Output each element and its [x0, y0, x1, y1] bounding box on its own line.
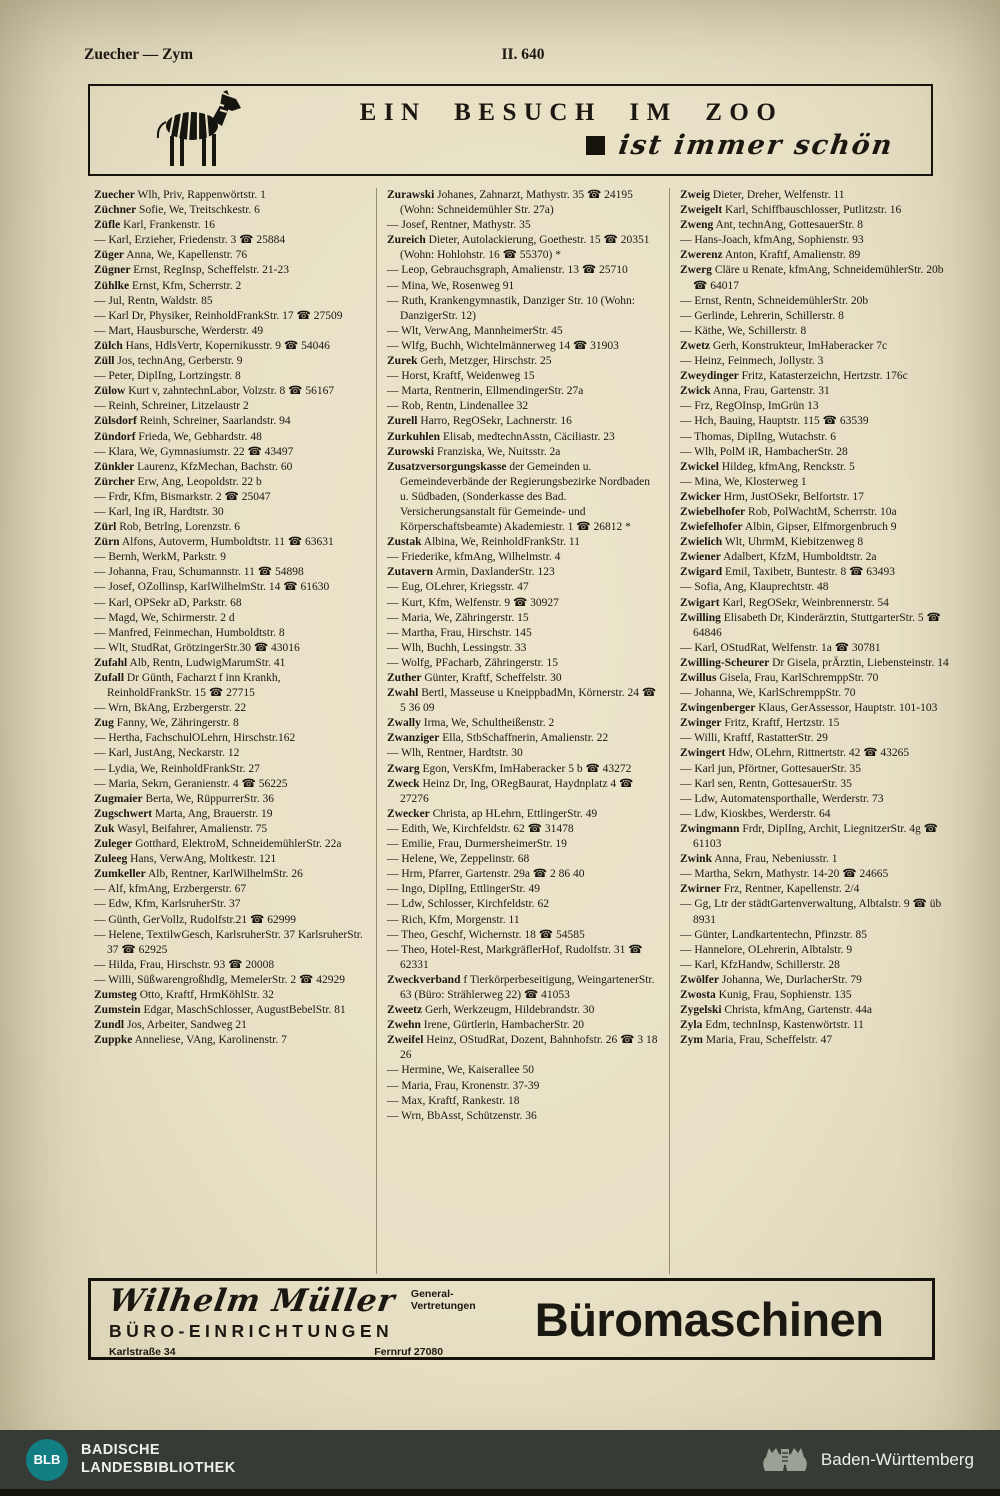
directory-entry: — Peter, DiplIng, Lortzingstr. 8: [94, 370, 241, 383]
directory-entry: — Rob, Rentn, Lindenallee 32: [387, 400, 529, 413]
directory-entry: — Helene, We, Zeppelinstr. 68: [387, 853, 530, 866]
bottom-ad-address: Karlstraße 34: [109, 1346, 176, 1358]
directory-entry: — Hans-Joach, kfmAng, Sophienstr. 93: [680, 234, 864, 247]
directory-entry: — Horst, Kraftf, Weidenweg 15: [387, 370, 535, 383]
entry-surname: Zwinger: [680, 717, 722, 730]
entry-surname: Zwally: [387, 717, 421, 730]
directory-entry: Zugmaier Berta, We, RüppurrerStr. 36: [94, 792, 274, 805]
directory-entry: — Martha, Sekrn, Mathystr. 14-20 ☎ 24665: [680, 868, 889, 881]
directory-entry: Zwerg Cläre u Renate, kfmAng, SchneidemühlerStr. 20b ☎ 64017: [680, 264, 944, 292]
directory-entry: Züger Anna, We, Kapellenstr. 76: [94, 249, 248, 262]
entry-surname: Zweig: [680, 189, 711, 201]
directory-entry: — Ldw, Kioskbes, Werderstr. 64: [680, 807, 831, 820]
entry-surname: Zügner: [94, 264, 131, 277]
directory-entry: Zwerenz Anton, Kraftf, Amalienstr. 89: [680, 249, 861, 262]
entry-surname: Zwecker: [387, 807, 430, 820]
entry-surname: Zwingmann: [680, 822, 740, 835]
directory-entry: Zundl Jos, Arbeiter, Sandweg 21: [94, 1019, 247, 1032]
entry-surname: Zwirner: [680, 883, 721, 896]
entry-surname: Zug: [94, 717, 114, 730]
entry-surname: Zweetz: [387, 1004, 423, 1017]
directory-entry: — Johanna, Frau, Schumannstr. 11 ☎ 54898: [94, 566, 304, 579]
entry-surname: Zwingenberger: [680, 702, 756, 715]
directory-entry: — Maria, We, Zähringerstr. 15: [387, 611, 529, 624]
directory-entry: — Ruth, Krankengymnastik, Danziger Str. 10 (Wohn: DanzigerStr. 12): [387, 294, 635, 322]
directory-entry: Zwinger Fritz, Kraftf, Hertzstr. 15: [680, 717, 840, 730]
entry-surname: Zym: [680, 1034, 703, 1047]
entry-surname: Zülch: [94, 339, 123, 352]
entry-surname: Zülow: [94, 385, 126, 398]
bottom-ad-company: Wilhelm Müller: [106, 1283, 398, 1319]
directory-entry: Zwölfer Johanna, We, DurlacherStr. 79: [680, 973, 862, 986]
directory-entry: — Martha, Frau, Hirschstr. 145: [387, 626, 532, 639]
entry-surname: Zurawski: [387, 189, 435, 201]
entry-surname: Zürcher: [94, 475, 135, 488]
entry-surname: Zuleeg: [94, 853, 128, 866]
directory-entry: — Heinz, Feinmech, Jollystr. 3: [680, 355, 824, 368]
entry-surname: Zwicker: [680, 490, 721, 503]
directory-entry: Zweydinger Fritz, Katasterzeichn, Hertzstr. 176c: [680, 370, 908, 383]
entry-surname: Zutavern: [387, 566, 433, 579]
baden-wuerttemberg-coat-of-arms-icon: [759, 1437, 811, 1482]
directory-entry: — Rich, Kfm, Morgenstr. 11: [387, 913, 520, 926]
entry-surname: Zurkuhlen: [387, 430, 441, 443]
directory-entry: Zwilling-Scheurer Dr Gisela, prÄrztin, Liebensteinstr. 14: [680, 656, 949, 669]
entry-surname: Zwielich: [680, 536, 723, 549]
directory-entry: — Max, Kraftf, Rankestr. 18: [387, 1094, 520, 1107]
directory-entry: — Wrn, BbAsst, Schützenstr. 36: [387, 1109, 537, 1122]
column-3: [669, 188, 962, 1274]
zoo-ad-slogan: ist immer schön: [616, 130, 896, 161]
directory-entry: — Kurt, Kfm, Welfenstr. 9 ☎ 30927: [387, 596, 559, 609]
bottom-ad-subtitle-line1: General-: [410, 1288, 454, 1300]
entry-surname: Zurell: [387, 415, 418, 428]
directory-entry: Zusatzversorgungskasse der Gemeinden u. Gemeindeverbände der Regierungsbezirke Nordbaden u. Südbaden, (Sonderkasse des Bad. Versicherungsanstalt für Gemeinde- und Körperschaftsbeamte) Akademiestr. 1 ☎ 26812 *: [387, 460, 651, 534]
directory-entry: — Mina, We, Rosenweg 91: [387, 279, 515, 292]
directory-entry: Zündorf Frieda, We, Gebhardstr. 48: [94, 430, 262, 443]
directory-columns: [84, 188, 962, 1274]
directory-entry: Zumsteg Otto, Kraftf, HrmKöhlStr. 32: [94, 988, 274, 1001]
bottom-ad-subtitle-line2: Vertretungen: [410, 1300, 476, 1313]
entry-surname: Zusatzversorgungskasse: [387, 460, 507, 473]
directory-entry: Zygelski Christa, kfmAng, Gartenstr. 44a: [680, 1004, 872, 1017]
directory-entry: — Theo, Hotel-Rest, MarkgräflerHof, Rudolfstr. 31 ☎ 62331: [387, 943, 643, 971]
directory-entry: Zurell Harro, RegOSekr, Lachnerstr. 16: [387, 415, 572, 428]
directory-entry: Zühlke Ernst, Kfm, Scherrstr. 2: [94, 279, 242, 292]
directory-entry: — Josef, OZollinsp, KarlWilhelmStr. 14 ☎ 61630: [94, 581, 330, 594]
directory-entry: — Wlt, StudRat, GrötzingerStr.30 ☎ 43016: [94, 641, 300, 654]
directory-entry: — Günter, Landkartentechn, Pfinzstr. 85: [680, 928, 868, 941]
directory-entry: — Ldw, Automatensporthalle, Werderstr. 73: [680, 792, 884, 805]
directory-entry: — Johanna, We, KarlSchremppStr. 70: [680, 687, 856, 700]
directory-entry: — Hilda, Frau, Hirschstr. 93 ☎ 20008: [94, 958, 275, 971]
directory-entry: Zwosta Kunig, Frau, Sophienstr. 135: [680, 988, 852, 1001]
entry-surname: Zyla: [680, 1019, 703, 1032]
entry-surname: Zwillus: [680, 672, 717, 684]
library-name: [81, 1442, 236, 1477]
directory-entry: — Wlt, VerwAng, MannheimerStr. 45: [387, 324, 563, 337]
directory-entry: Zwick Anna, Frau, Gartenstr. 31: [680, 385, 830, 398]
directory-entry: Zyla Edm, technInsp, Kastenwörtstr. 11: [680, 1019, 864, 1032]
directory-entry: — Sofia, Ang, Klauprechtstr. 48: [680, 581, 829, 594]
directory-entry: Zwecker Christa, ap HLehrn, EttlingerStr. 49: [387, 807, 598, 820]
page-header: [84, 46, 962, 64]
directory-entry: — Reinh, Schreiner, Litzelaustr 2: [94, 400, 249, 413]
directory-entry: Zuther Günter, Kraftf, Scheffelstr. 30: [387, 672, 562, 684]
directory-entry: Zweig Dieter, Dreher, Welfenstr. 11: [680, 189, 845, 201]
entry-surname: Zwiebelhofer: [680, 505, 746, 518]
header-name-range: Zuecher — Zym: [84, 46, 194, 63]
entry-surname: Zweigelt: [680, 204, 723, 217]
directory-entry: Zünkler Laurenz, KfzMechan, Bachstr. 60: [94, 460, 293, 473]
directory-entry: Zürcher Erw, Ang, Leopoldstr. 22 b: [94, 475, 262, 488]
directory-entry: — Wlh, Buchh, Lessingstr. 33: [387, 641, 527, 654]
directory-entry: Zwickel Hildeg, kfmAng, Renckstr. 5: [680, 460, 855, 473]
directory-entry: Zwilling Elisabeth Dr, Kinderärztin, StuttgarterStr. 5 ☎ 64846: [680, 611, 941, 639]
entry-surname: Zühlke: [94, 279, 130, 292]
directory-entry: Zweng Ant, technAng, GottesauerStr. 8: [680, 219, 864, 232]
entry-surname: Zuleger: [94, 838, 133, 851]
directory-entry: — Hermine, We, Kaiserallee 50: [387, 1064, 535, 1077]
directory-entry: — Klara, We, Gymnasiumstr. 22 ☎ 43497: [94, 445, 294, 458]
footer-bar: [0, 1430, 1000, 1496]
blb-logo: BLB: [26, 1439, 68, 1481]
entry-surname: Zuther: [387, 672, 422, 684]
directory-entry: — Alf, kfmAng, Erzbergerstr. 67: [94, 883, 247, 896]
directory-entry: — Josef, Rentner, Mathystr. 35: [387, 219, 531, 232]
directory-entry: — Emilie, Frau, DurmersheimerStr. 19: [387, 838, 567, 851]
directory-entry: — Willi, Kraftf, RastatterStr. 29: [680, 732, 828, 745]
directory-entry: — Maria, Sekrn, Geranienstr. 4 ☎ 56225: [94, 777, 288, 790]
entry-surname: Zwiener: [680, 551, 721, 564]
black-square-icon: [586, 136, 605, 155]
entry-surname: Zundl: [94, 1019, 125, 1032]
directory-entry: — Bernh, WerkM, Parkstr. 9: [94, 551, 227, 564]
directory-entry: — Marta, Rentnerin, EllmendingerStr. 27a: [387, 385, 584, 398]
directory-entry: — Hertha, FachschulOLehrn, Hirschstr.162: [94, 732, 296, 745]
directory-entry: Zugschwert Marta, Ang, Brauerstr. 19: [94, 807, 273, 820]
directory-entry: Zuleger Gotthard, ElektroM, SchneidemühlerStr. 22a: [94, 838, 342, 851]
entry-surname: Zweng: [680, 219, 714, 232]
directory-entry: Zwetz Gerh, Konstrukteur, ImHaberacker 7c: [680, 339, 888, 352]
directory-entry: — Gg, Ltr der städtGartenverwaltung, Albtalstr. 9 ☎ üb 8931: [680, 898, 942, 926]
directory-entry: Zwingert Hdw, OLehrn, Rittnertstr. 42 ☎ 43265: [680, 747, 910, 760]
entry-surname: Zumkeller: [94, 868, 146, 881]
entry-surname: Züll: [94, 355, 115, 368]
entry-surname: Zufall: [94, 672, 125, 684]
directory-entry: — Jul, Rentn, Waldstr. 85: [94, 294, 213, 307]
bottom-ad-business-line: BÜRO-EINRICHTUNGEN: [109, 1321, 394, 1341]
entry-surname: Zwick: [680, 385, 711, 398]
directory-entry: Zufahl Alb, Rentn, LudwigMarumStr. 41: [94, 656, 286, 669]
directory-entry: — Wlh, PolM iR, HambacherStr. 28: [680, 445, 848, 458]
bottom-ad-subtitle: [411, 1286, 476, 1312]
entry-surname: Zwilling-Scheurer: [680, 656, 770, 669]
directory-entry: Zwiefelhofer Albin, Gipser, Elfmorgenbruch 9: [680, 521, 897, 534]
directory-entry: Zug Fanny, We, Zähringerstr. 8: [94, 717, 239, 730]
directory-entry: Zumstein Edgar, MaschSchlosser, AugustBebelStr. 81: [94, 1004, 346, 1017]
directory-entry: — Ernst, Rentn, SchneidemühlerStr. 20b: [680, 294, 869, 307]
directory-entry: Zügner Ernst, RegInsp, Scheffelstr. 21-23: [94, 264, 289, 277]
directory-entry: Züfle Karl, Frankenstr. 16: [94, 219, 216, 232]
entry-surname: Zweck: [387, 777, 420, 790]
directory-entry: — Hrm, Pfarrer, Gartenstr. 29a ☎ 2 86 40: [387, 868, 585, 881]
entry-surname: Zustak: [387, 536, 422, 549]
zebra-icon: [140, 90, 244, 170]
entry-surname: Zumsteg: [94, 988, 137, 1001]
directory-entry: — Ldw, Schlosser, Kirchfeldstr. 62: [387, 898, 550, 911]
directory-entry: — Karl, Erzieher, Friedenstr. 3 ☎ 25884: [94, 234, 286, 247]
directory-entry: — Karl jun, Pförtner, GottesauerStr. 35: [680, 762, 861, 775]
directory-entry: — Leop, Gebrauchsgraph, Amalienstr. 13 ☎ 25710: [387, 264, 628, 277]
entry-surname: Zygelski: [680, 1004, 722, 1017]
directory-entry: Zwanziger Ella, StbSchaffnerin, Amalienstr. 22: [387, 732, 609, 745]
entry-surname: Zwahl: [387, 687, 419, 700]
entry-surname: Zwanziger: [387, 732, 440, 745]
bottom-advertisement: [88, 1278, 935, 1360]
entry-surname: Zureich: [387, 234, 426, 247]
directory-entry: Zülow Kurt v, zahntechnLabor, Volzstr. 8 ☎ 56167: [94, 385, 335, 398]
entry-surname: Zwingert: [680, 747, 726, 760]
directory-entry: — Karl, OPSekr aD, Parkstr. 68: [94, 596, 242, 609]
directory-entry: — Mart, Hausbursche, Werderstr. 49: [94, 324, 264, 337]
directory-entry: — Hannelore, OLehrerin, Albtalstr. 9: [680, 943, 853, 956]
directory-entry: Zürl Rob, BetrIng, Lorenzstr. 6: [94, 521, 240, 534]
directory-entry: Zuecher Wlh, Priv, Rappenwörtstr. 1: [94, 189, 266, 201]
directory-entry: — Käthe, We, Schillerstr. 8: [680, 324, 807, 337]
column-1: [84, 188, 376, 1274]
directory-entry: — Mina, We, Klosterweg 1: [680, 475, 807, 488]
directory-entry: — Magd, We, Schirmerstr. 2 d: [94, 611, 235, 624]
directory-entry: Zym Maria, Frau, Scheffelstr. 47: [680, 1034, 833, 1047]
entry-surname: Zuppke: [94, 1034, 133, 1047]
entry-surname: Zumstein: [94, 1004, 141, 1017]
directory-entry: — Karl, JustAng, Neckarstr. 12: [94, 747, 240, 760]
directory-entry: Zwahl Bertl, Masseuse u KneippbadMn, Körnerstr. 24 ☎ 5 36 09: [387, 687, 657, 715]
directory-entry: — Manfred, Feinmechan, Humboldtstr. 8: [94, 626, 285, 639]
directory-entry: Zwarg Egon, VersKfm, ImHaberacker 5 b ☎ 43272: [387, 762, 632, 775]
state-name: Baden-Württemberg: [820, 1449, 974, 1469]
entry-surname: Zugschwert: [94, 807, 153, 820]
directory-entry: — Ingo, DiplIng, EttlingerStr. 49: [387, 883, 541, 896]
directory-entry: — Willi, Süßwarengroßhdlg, MemelerStr. 2 ☎ 42929: [94, 973, 345, 986]
entry-surname: Zurek: [387, 355, 418, 368]
directory-entry: — Karl, Ing iR, Hardtstr. 30: [94, 505, 224, 518]
header-spacer: [669, 46, 962, 64]
directory-entry: Zwigard Emil, Taxibetr, Buntestr. 8 ☎ 63493: [680, 566, 896, 579]
entry-surname: Zweifel: [387, 1034, 424, 1047]
directory-entry: — Gerlinde, Lehrerin, Schillerstr. 8: [680, 309, 844, 322]
directory-entry: — Helene, TextilwGesch, KarlsruherStr. 37 KarlsruherStr. 37 ☎ 62925: [94, 928, 363, 956]
directory-entry: — Wolfg, PFacharb, Zähringerstr. 15: [387, 656, 559, 669]
directory-entry: — Hch, Bauing, Hauptstr. 115 ☎ 63539: [680, 415, 869, 428]
directory-entry: Zuleeg Hans, VerwAng, Moltkestr. 121: [94, 853, 277, 866]
directory-entry: Zwillus Gisela, Frau, KarlSchremppStr. 70: [680, 672, 879, 684]
entry-surname: Zündorf: [94, 430, 136, 443]
zoo-ad-text: [244, 99, 931, 161]
entry-surname: Zwarg: [387, 762, 420, 775]
directory-entry: — Karl, OStudRat, Welfenstr. 1a ☎ 30781: [680, 641, 881, 654]
directory-entry: Zufall Dr Günth, Facharzt f inn Krankh, ReinholdFrankStr. 15 ☎ 27715: [94, 672, 281, 700]
directory-entry: Zwingmann Frdr, DiplIng, Archit, LiegnitzerStr. 4g ☎ 61103: [680, 822, 938, 851]
directory-entry: Zwiebelhofer Rob, PolWachtM, Scherrstr. 10a: [680, 505, 897, 518]
directory-entry: — Karl, KfzHandw, Schillerstr. 28: [680, 958, 840, 971]
entry-surname: Zwerenz: [680, 249, 723, 262]
directory-entry: Zurawski Johanes, Zahnarzt, Mathystr. 35 ☎ 24195 (Wohn: Schneidemühler Str. 27a): [387, 189, 633, 217]
directory-entry: Zwigart Karl, RegOSekr, Weinbrennerstr. 54: [680, 596, 889, 609]
library-name-line1: BADISCHE: [81, 1442, 160, 1459]
zoo-ad-title: EIN BESUCH IM ZOO: [359, 99, 784, 126]
entry-surname: Züger: [94, 249, 125, 262]
directory-entry: Zweetz Gerh, Werkzeugm, Hildebrandstr. 30: [387, 1004, 595, 1017]
directory-entry: Zustak Albina, We, ReinholdFrankStr. 11: [387, 536, 581, 549]
entry-surname: Zürl: [94, 521, 117, 534]
directory-entry: — Karl Dr, Physiker, ReinholdFrankStr. 17 ☎ 27509: [94, 309, 343, 322]
directory-entry: Zülsdorf Reinh, Schreiner, Saarlandstr. 94: [94, 415, 291, 428]
directory-entry: — Frz, RegOInsp, ImGrün 13: [680, 400, 819, 413]
entry-surname: Zwigart: [680, 596, 720, 609]
entry-surname: Zweydinger: [680, 370, 739, 383]
directory-entry: — Edith, We, Kirchfeldstr. 62 ☎ 31478: [387, 822, 574, 835]
directory-entry: — Eug, OLehrer, Kriegsstr. 47: [387, 581, 529, 594]
directory-entry: — Lydia, We, ReinholdFrankStr. 27: [94, 762, 260, 775]
directory-entry: Zülch Hans, HdlsVertr, Kopernikusstr. 9 ☎ 54046: [94, 339, 330, 352]
directory-entry: Zwingenberger Klaus, GerAssessor, Hauptstr. 101-103: [680, 702, 938, 715]
directory-entry: — Wlh, Rentner, Hardtstr. 30: [387, 747, 523, 760]
directory-entry: — Theo, Geschf, Wichernstr. 18 ☎ 54585: [387, 928, 585, 941]
entry-surname: Zürn: [94, 536, 120, 549]
entry-surname: Zuecher: [94, 189, 135, 201]
entry-surname: Zwetz: [680, 339, 711, 352]
directory-entry: Zweckverband f Tierkörperbeseitigung, WeingartenerStr. 63 (Büro: Strählerweg 22) ☎ 41053: [387, 973, 655, 1001]
entry-surname: Zwerg: [680, 264, 712, 277]
directory-entry: Zürn Alfons, Autoverm, Humboldtstr. 11 ☎ 63631: [94, 536, 334, 549]
zoo-advertisement: [88, 84, 933, 176]
entry-surname: Züfle: [94, 219, 121, 232]
entry-surname: Zwölfer: [680, 973, 719, 986]
directory-entry: Zwicker Hrm, JustOSekr, Belfortstr. 17: [680, 490, 864, 503]
directory-entry: — Günth, GerVollz, Rudolfstr.21 ☎ 62999: [94, 913, 296, 926]
bottom-ad-left: [91, 1281, 486, 1357]
directory-entry: Züll Jos, technAng, Gerberstr. 9: [94, 355, 243, 368]
entry-surname: Zwigard: [680, 566, 723, 579]
bottom-ad-product: Büromaschinen: [534, 1292, 884, 1346]
entry-surname: Zurowski: [387, 445, 435, 458]
directory-entry: Zuppke Anneliese, VAng, Karolinenstr. 7: [94, 1034, 287, 1047]
directory-entry: — Frdr, Kfm, Bismarkstr. 2 ☎ 25047: [94, 490, 271, 503]
directory-entry: Zureich Dieter, Autolackierung, Goethestr. 15 ☎ 20351 (Wohn: Hohlohstr. 16 ☎ 55370) *: [387, 234, 650, 262]
entry-surname: Zugmaier: [94, 792, 143, 805]
entry-surname: Züchner: [94, 204, 137, 217]
directory-entry: Zurkuhlen Elisab, medtechnAsstn, Cäciliastr. 23: [387, 430, 615, 443]
header-page-number: II. 640: [501, 46, 545, 63]
entry-surname: Zweckverband: [387, 973, 461, 986]
directory-entry: — Thomas, DiplIng, Wutachstr. 6: [680, 430, 836, 443]
zoo-ad-slogan-row: [244, 130, 899, 161]
entry-surname: Zwilling: [680, 611, 721, 624]
directory-entry: — Karl sen, Rentn, GottesauerStr. 35: [680, 777, 852, 790]
directory-entry: — Edw, Kfm, KarlsruherStr. 37: [94, 898, 241, 911]
library-branding: [26, 1439, 236, 1481]
directory-entry: — Friederike, kfmAng, Wilhelmstr. 4: [387, 551, 561, 564]
directory-entry: Zuk Wasyl, Beifahrer, Amalienstr. 75: [94, 822, 268, 835]
directory-entry: Zurek Gerh, Metzger, Hirschstr. 25: [387, 355, 552, 368]
directory-entry: Zwink Anna, Frau, Nebeniusstr. 1: [680, 853, 838, 866]
directory-entry: Zwehn Irene, Gürtlerin, HambacherStr. 20: [387, 1019, 585, 1032]
entry-surname: Zufahl: [94, 656, 128, 669]
directory-entry: — Wrn, BkAng, Erzbergerstr. 22: [94, 702, 247, 715]
directory-entry: Zwielich Wlt, UhrmM, Kiebitzenweg 8: [680, 536, 864, 549]
directory-entry: Zweifel Heinz, OStudRat, Dozent, Bahnhofstr. 26 ☎ 3 18 26: [387, 1034, 658, 1062]
directory-entry: Zwiener Adalbert, KfzM, Humboldtstr. 2a: [680, 551, 877, 564]
entry-surname: Zünkler: [94, 460, 135, 473]
directory-entry: Zurowski Franziska, We, Nuitsstr. 2a: [387, 445, 561, 458]
entry-surname: Zwickel: [680, 460, 719, 473]
column-2: [376, 188, 669, 1274]
directory-entry: Zweigelt Karl, Schiffbauschlosser, Putlitzstr. 16: [680, 204, 902, 217]
directory-entry: — Wlfg, Buchh, Wichtelmännerweg 14 ☎ 31903: [387, 339, 619, 352]
directory-entry: Zumkeller Alb, Rentner, KarlWilhelmStr. 26: [94, 868, 303, 881]
bottom-ad-phone: Fernruf 27080: [374, 1346, 444, 1358]
directory-entry: Zutavern Armin, DaxlanderStr. 123: [387, 566, 555, 579]
directory-entry: Zweck Heinz Dr, Ing, ORegBaurat, Haydnplatz 4 ☎ 27276: [387, 777, 634, 805]
entry-surname: Zwink: [680, 853, 712, 866]
entry-surname: Zülsdorf: [94, 415, 137, 428]
entry-surname: Zwosta: [680, 988, 716, 1001]
directory-entry: — Maria, Frau, Kronenstr. 37-39: [387, 1079, 540, 1092]
library-name-line2: LANDESBIBLIOTHEK: [81, 1459, 236, 1476]
state-branding: [759, 1437, 974, 1482]
directory-entry: Zwirner Frz, Rentner, Kapellenstr. 2/4: [680, 883, 860, 896]
directory-entry: Zwally Irma, We, Schultheißenstr. 2: [387, 717, 555, 730]
directory-entry: Züchner Sofie, We, Treitschkestr. 6: [94, 204, 260, 217]
entry-surname: Zuk: [94, 822, 115, 835]
entry-surname: Zwiefelhofer: [680, 521, 743, 534]
entry-surname: Zwehn: [387, 1019, 421, 1032]
